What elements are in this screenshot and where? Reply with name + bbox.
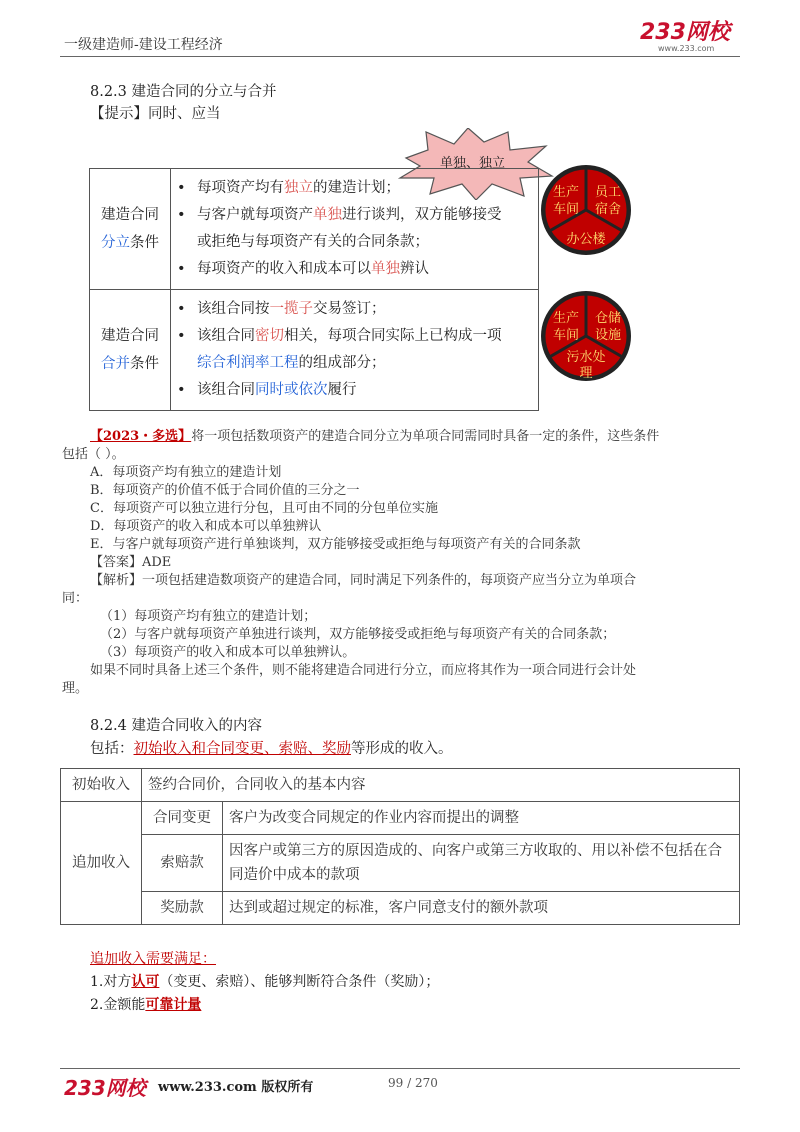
split-label-highlight: 分立: [101, 235, 130, 251]
cycle2-segment-2: 仓储 设施: [594, 311, 621, 343]
income-table: [60, 768, 740, 925]
cell-claim-desc: 因客户或第三方的原因造成的、向客户或第三方收取的、用以补偿不包括在合 同造价中成本的款项: [223, 835, 740, 892]
cycle2-segment-3: 污水处 理: [566, 350, 606, 381]
merge-label-highlight: 合并: [101, 356, 130, 372]
tip-text: 【提示】同时、应当: [90, 106, 221, 122]
option-e: E．与客户就每项资产进行单独谈判，双方能够接受或拒绝与每项资产有关的合同条款: [90, 537, 581, 552]
cycle1-segment-1: 生产 车间: [552, 185, 579, 217]
analysis: 【解析】一项包括建造数项资产的建造合同，同时满足下列条件的，每项资产应当分立为单项合: [90, 573, 637, 588]
merge-label-line1: 建造合同: [101, 328, 159, 344]
answer: 【答案】ADE: [90, 555, 172, 570]
merge-cycle-diagram: [540, 290, 632, 382]
merge-row: [90, 290, 539, 411]
analysis-cont: 同：: [62, 591, 89, 606]
analysis-point-2: （2）与客户就每项资产单独进行谈判，双方能够接受或拒绝与每项资产有关的合同条款；: [100, 627, 616, 642]
split-item-3: • 每项资产的收入和成本可以单独辨认: [177, 261, 429, 277]
page-number: 99 / 270: [388, 1076, 438, 1090]
question-stem-cont: 包括（ ）。: [62, 447, 125, 462]
split-label-suffix: 条件: [130, 235, 159, 251]
merge-item-3: • 该组合同同时或依次履行: [177, 382, 357, 398]
section-heading-824: 8.2.4 建造合同收入的内容: [90, 718, 263, 734]
cycle2-segment-1: 生产 车间: [552, 311, 579, 343]
cell-bonus-label: 奖励款: [142, 892, 223, 925]
footer-logo: 233网校: [64, 1076, 146, 1100]
merge-conditions: [171, 290, 539, 411]
section-heading-823: 8.2.3 建造合同的分立与合并: [90, 84, 277, 100]
option-c: C．每项资产可以独立进行分包，且可由不同的分包单位实施: [90, 501, 438, 516]
split-label: [90, 169, 171, 290]
merge-item-2: • 该组合同密切相关，每项合同实际上已构成一项 综合利润率工程的组成部分；: [177, 328, 502, 371]
merge-label-suffix: 条件: [130, 356, 159, 372]
option-b: B．每项资产的价值不低于合同价值的三分之一: [90, 483, 360, 498]
closing-cont: 理。: [62, 681, 89, 696]
header-divider: [60, 56, 740, 57]
header-title: 一级建造师-建设工程经济: [64, 37, 223, 53]
cell-bonus-desc: 达到或超过规定的标准，客户同意支付的额外款项: [223, 892, 740, 925]
split-item-1: • 每项资产均有独立的建造计划；: [177, 180, 400, 196]
question-stem: 将一项包括数项资产的建造合同分立为单项合同需同时具备一定的条件，这些条件: [191, 429, 660, 444]
analysis-point-1: （1）每项资产均有独立的建造计划；: [100, 609, 317, 624]
income-row-initial: [61, 769, 740, 802]
merge-item-1: • 该组合同按一揽子交易签订；: [177, 301, 386, 317]
question-tag: 【2023・多选】: [90, 429, 192, 444]
option-d: D．每项资产的收入和成本可以单独辨认: [90, 519, 322, 534]
starburst-label: 单独、独立: [440, 156, 506, 171]
footer-site: www.233.com 版权所有: [158, 1080, 314, 1095]
notes-title: 追加收入需要满足：: [90, 951, 216, 967]
note-1: 1.对方认可（变更、索赔）、能够判断符合条件（奖励）；: [90, 974, 440, 990]
header-logo: 233网校 www.233.com: [640, 20, 730, 53]
cell-change-desc: 客户为改变合同规定的作业内容而提出的调整: [223, 802, 740, 835]
income-row-change: [61, 802, 740, 835]
income-row-claim: [61, 835, 740, 892]
income-intro: 包括：初始收入和合同变更、索赔、奖励等形成的收入。: [90, 741, 453, 757]
cell-initial-label: 初始收入: [61, 769, 142, 802]
closing: 如果不同时具备上述三个条件，则不能将建造合同进行分立，而应将其作为一项合同进行会计处: [90, 663, 637, 678]
split-merge-table: [89, 168, 539, 411]
split-row: [90, 169, 539, 290]
analysis-point-3: （3）每项资产的收入和成本可以单独辨认。: [100, 645, 356, 660]
cell-change-label: 合同变更: [142, 802, 223, 835]
merge-label: [90, 290, 171, 411]
split-conditions: [171, 169, 539, 290]
footer-divider: [60, 1068, 740, 1069]
cell-additional-label: 追加收入: [61, 802, 142, 925]
question-block: [62, 428, 742, 698]
income-row-bonus: [61, 892, 740, 925]
option-a: A．每项资产均有独立的建造计划: [90, 465, 282, 480]
cell-claim-label: 索赔款: [142, 835, 223, 892]
cell-initial-desc: 签约合同价，合同收入的基本内容: [142, 769, 740, 802]
note-2: 2.金额能可靠计量: [90, 997, 202, 1013]
cycle1-segment-3: 办公楼: [566, 232, 606, 247]
split-cycle-diagram: [540, 164, 632, 256]
split-item-2: • 与客户就每项资产单独进行谈判，双方能够接受 或拒绝与每项资产有关的合同条款；: [177, 207, 502, 250]
split-label-line1: 建造合同: [101, 207, 159, 223]
cycle1-segment-2: 员工 宿舍: [594, 185, 621, 217]
